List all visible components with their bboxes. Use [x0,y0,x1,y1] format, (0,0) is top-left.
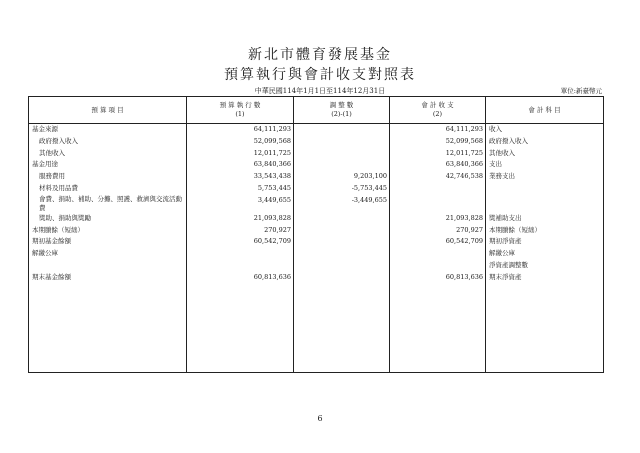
adjust-cell [294,136,390,148]
table-row [29,159,604,171]
col-header-budget-exec: 預 算 執 行 數 (1) [187,97,294,124]
currency-unit: 單位:新臺幣元 [560,87,602,95]
budget-exec-cell: 60,542,709 [187,236,294,248]
table-header-row [29,97,604,124]
adjust-cell [294,272,390,284]
account-rev-cell: 21,093,828 [390,213,486,225]
table-row [29,136,604,148]
budget-exec-cell: 21,093,828 [187,213,294,225]
budget-exec-cell [187,248,294,260]
table-row [29,171,604,183]
adjust-cell [294,124,390,136]
account-rev-cell [390,248,486,260]
table-row [29,124,604,136]
account-item-cell: 期末淨資產 [486,272,604,284]
account-item-cell: 其他收入 [486,148,604,160]
budget-item-cell: 解繳公庫 [29,248,187,260]
account-rev-cell: 42,746,538 [390,171,486,183]
budget-item-cell: 基金來源 [29,124,187,136]
account-rev-cell [390,195,486,213]
table-row [29,213,604,225]
budget-item-cell [29,260,187,272]
account-item-cell: 期初淨資產 [486,236,604,248]
budget-item-cell: 會費、捐助、補助、分攤、照護、救濟與交流活動費 [29,195,187,213]
empty-cell [294,284,390,373]
account-item-cell: 淨資產調整數 [486,260,604,272]
account-rev-cell [390,183,486,195]
adjust-cell [294,159,390,171]
table-row [29,236,604,248]
table-row [29,225,604,237]
budget-accounting-table [28,96,604,373]
empty-cell [187,284,294,373]
budget-exec-cell: 270,927 [187,225,294,237]
account-rev-cell [390,260,486,272]
budget-exec-cell [187,260,294,272]
budget-item-cell: 服務費用 [29,171,187,183]
account-rev-cell: 270,927 [390,225,486,237]
page-title: 新北市體育發展基金 [248,47,392,63]
budget-item-cell: 獎助、捐助與獎勵 [29,213,187,225]
empty-cell [486,284,604,373]
table-row [29,260,604,272]
table-row [29,248,604,260]
account-rev-cell: 64,111,293 [390,124,486,136]
budget-exec-cell: 12,011,725 [187,148,294,160]
budget-exec-cell: 60,813,636 [187,272,294,284]
page-subtitle: 預算執行與會計收支對照表 [224,67,416,83]
budget-item-cell: 期初基金餘額 [29,236,187,248]
budget-exec-cell: 3,449,655 [187,195,294,213]
account-item-cell: 解繳公庫 [486,248,604,260]
budget-item-cell: 政府撥入收入 [29,136,187,148]
adjust-cell: 9,203,100 [294,171,390,183]
budget-item-cell: 材料及用品費 [29,183,187,195]
col-header-adjust: 調 整 數 (2)-(1) [294,97,390,124]
col-header-budget-item: 預 算 項 目 [29,97,187,124]
account-item-cell: 政府撥入收入 [486,136,604,148]
page-number: 6 [317,414,323,423]
budget-exec-cell: 5,753,445 [187,183,294,195]
col-header-account-item: 會 計 科 目 [486,97,604,124]
table-row [29,183,604,195]
account-item-cell: 支出 [486,159,604,171]
account-rev-cell: 52,099,568 [390,136,486,148]
account-item-cell: 收入 [486,124,604,136]
budget-exec-cell: 52,099,568 [187,136,294,148]
budget-item-cell: 期末基金餘額 [29,272,187,284]
account-item-cell: 獎補助支出 [486,213,604,225]
account-item-cell [486,195,604,213]
adjust-cell: -5,753,445 [294,183,390,195]
adjust-cell [294,225,390,237]
table-row [29,195,604,213]
budget-exec-cell: 33,543,438 [187,171,294,183]
adjust-cell: -3,449,655 [294,195,390,213]
col-header-account-rev: 會 計 收 支 (2) [390,97,486,124]
adjust-cell [294,213,390,225]
adjust-cell [294,248,390,260]
table-filler-row [29,284,604,373]
account-rev-cell: 63,840,366 [390,159,486,171]
adjust-cell [294,260,390,272]
account-rev-cell: 12,011,725 [390,148,486,160]
adjust-cell [294,148,390,160]
table-row [29,272,604,284]
adjust-cell [294,236,390,248]
budget-item-cell: 本期賸餘（短絀） [29,225,187,237]
account-rev-cell: 60,542,709 [390,236,486,248]
table-row [29,148,604,160]
budget-exec-cell: 63,840,366 [187,159,294,171]
account-rev-cell: 60,813,636 [390,272,486,284]
account-item-cell: 業務支出 [486,171,604,183]
empty-cell [390,284,486,373]
report-period: 中華民國114年1月1日至114年12月31日 [254,87,386,95]
account-item-cell [486,183,604,195]
budget-item-cell: 其他收入 [29,148,187,160]
budget-exec-cell: 64,111,293 [187,124,294,136]
empty-cell [29,284,187,373]
budget-item-cell: 基金用途 [29,159,187,171]
account-item-cell: 本期賸餘（短絀） [486,225,604,237]
